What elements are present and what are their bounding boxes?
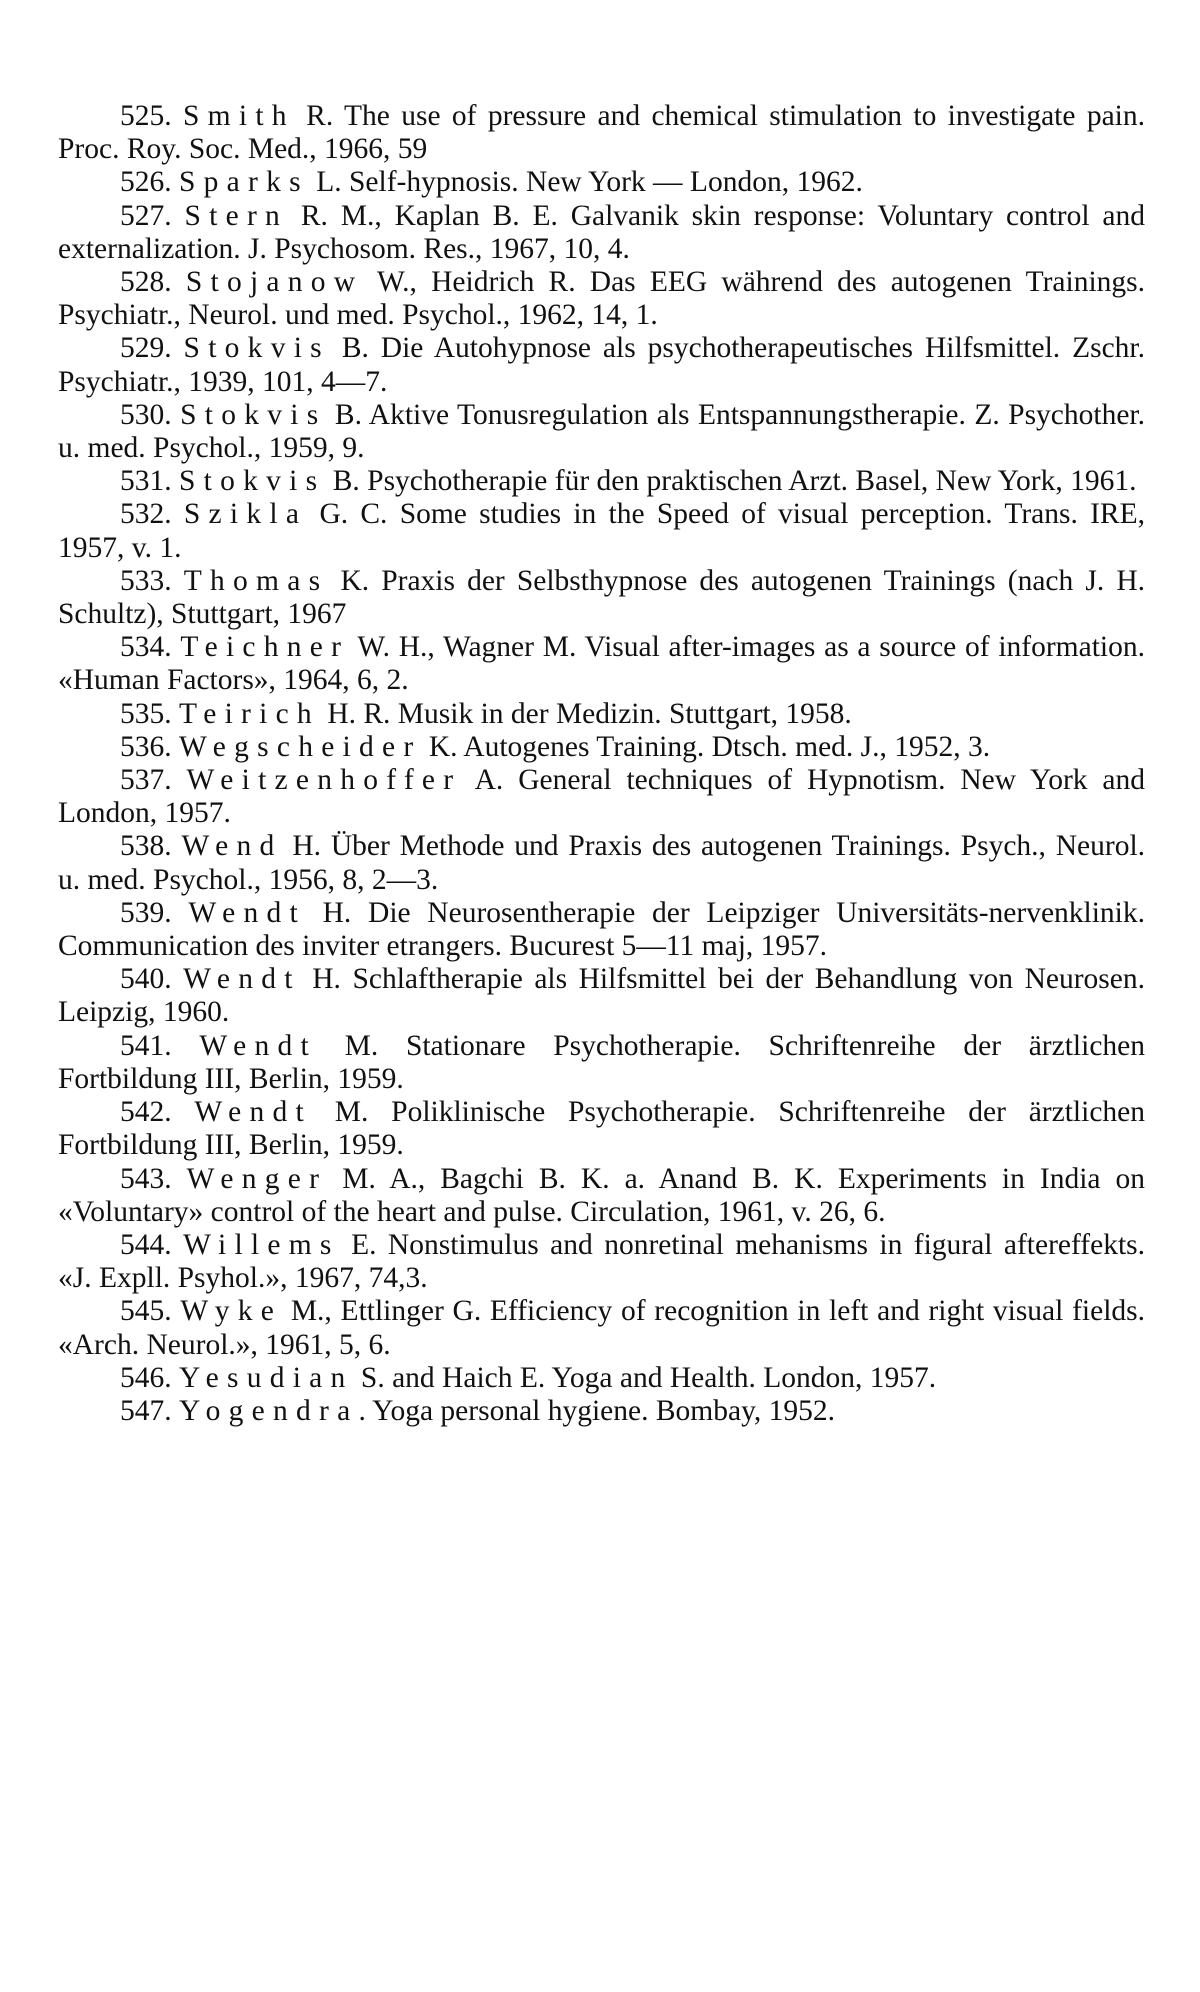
reference-author: Stokvis [183,332,330,365]
reference-text: H. Schlaftherapie als Hilfsmittel bei der Behandlung von Neurosen. Leipzig, 1960. [58,963,1145,1029]
reference-text: R. The use of pressure and chemical stimulation to investigate pain. Proc. Roy. Soc. Med., 1966, 59 [58,100,1145,166]
reference-number: 543. [120,1162,172,1195]
reference-number: 534. [120,631,172,664]
reference-author: Yogendra [179,1394,359,1427]
reference-text: . Yoga personal hygiene. Bombay, 1952. [358,1394,836,1427]
reference-entry [58,631,1145,697]
reference-entry [58,1395,1145,1428]
reference-text: A. General techniques of Hypnotism. New York and London, 1957. [58,764,1146,830]
reference-text: B. Die Autohypnose als psychotherapeutisches Hilfsmittel. Zschr. Psychiatr., 1939, 101, 4—7. [58,332,1145,398]
reference-number: 533. [120,564,172,597]
reference-author: Sparks [179,166,309,199]
reference-author: Szikla [183,498,308,531]
reference-author: Stokvis [180,398,327,431]
reference-author: Wend [181,830,283,863]
reference-author: Thomas [183,564,329,597]
reference-author: Wendt [199,1029,317,1062]
reference-author: Yesudian [179,1361,354,1394]
reference-text: H. Über Methode und Praxis des autogenen Trainings. Psych., Neurol. u. med. Psychol., 1956, 8, 2—3. [58,830,1146,896]
reference-text: M., Ettlinger G. Efficiency of recognition in left and right visual fields. «Arch. Neurol.», 1961, 5, 6. [58,1295,1146,1361]
reference-author: Wendt [183,963,301,996]
reference-entry [58,465,1145,498]
reference-number: 531. [120,465,172,498]
reference-author: Wegscheider [179,730,422,763]
reference-entry [58,166,1145,199]
reference-author: Smith [182,100,295,132]
reference-entry [58,100,1145,166]
reference-entry [58,1362,1145,1395]
reference-author: Wyke [180,1295,283,1328]
reference-number: 546. [120,1361,172,1394]
reference-entry [58,1163,1145,1229]
reference-text: H. R. Musik in der Medizin. Stuttgart, 1958. [319,697,852,730]
reference-number: 540. [120,963,172,996]
reference-author: Teichner [180,631,350,664]
reference-author: Wenger [186,1162,328,1195]
bibliography-page [58,100,1145,1428]
reference-number: 542. [120,1096,172,1129]
reference-number: 547. [120,1394,172,1427]
reference-entry [58,1295,1145,1361]
reference-text: M. A., Bagchi B. K. a. Anand B. K. Experiments in India on «Voluntary» control of the heart and pulse. Circulation, 1961, v. 26, 6. [58,1162,1146,1228]
reference-entry [58,764,1145,830]
reference-text: E. Nonstimulus and nonretinal mehanisms in figural aftereffekts. «J. Expll. Psyhol.», 1967, 74,3. [58,1228,1145,1295]
reference-number: 525. [120,100,172,132]
reference-author: Stojanow [185,266,364,299]
reference-number: 537. [120,764,172,797]
reference-number: 538. [120,830,172,863]
reference-text: K. Praxis der Selbsthypnose des autogenen Trainings (nach J. H. Schultz), Stuttgart, 1967 [58,564,1145,631]
reference-entry [58,200,1145,266]
reference-number: 529. [120,332,172,365]
reference-entry [58,1229,1145,1295]
reference-number: 544. [120,1228,172,1261]
reference-entry [58,266,1145,332]
reference-entry [58,399,1145,465]
reference-author: Stokvis [179,465,326,498]
reference-author: Willems [183,1228,340,1261]
reference-number: 539. [120,896,172,929]
reference-number: 526. [120,166,172,199]
reference-number: 532. [120,498,172,531]
reference-entry [58,731,1145,764]
reference-text: K. Autogenes Training. Dtsch. med. J., 1952, 3. [421,730,991,763]
reference-number: 545. [120,1295,172,1328]
reference-entry [58,565,1145,631]
reference-text: H. Die Neurosentherapie der Leipziger Universitäts-nervenklinik. Communication des inviter etrangers. Bucurest 5—11 maj, 1957. [58,896,1146,963]
reference-author: Teirich [179,697,320,730]
reference-number: 541. [120,1029,172,1062]
reference-number: 527. [120,199,172,232]
reference-text: R. M., Kaplan B. E. Galvanik skin response: Voluntary control and externalization. J. Psychosom. Res., 1967, 10, 4. [58,199,1146,265]
reference-number: 530. [120,398,172,431]
reference-author: Weitzenhoffer [186,764,462,797]
reference-author: Wendt [188,896,306,929]
reference-text: W., Heidrich R. Das EEG während des autogenen Trainings. Psychiatr., Neurol. und med. Psychol., 1962, 14, 1. [58,266,1145,332]
reference-author: Wendt [194,1096,312,1129]
reference-entry [58,897,1145,963]
reference-number: 535. [120,697,172,730]
reference-text: M. Poliklinische Psychotherapie. Schriftenreihe der ärztlichen Fortbildung III, Berlin, 1959. [58,1096,1146,1162]
reference-text: S. and Haich E. Yoga and Health. London, 1957. [353,1361,937,1394]
reference-text: B. Aktive Tonusregulation als Entspannungstherapie. Z. Psychother. u. med. Psychol., 1959, 9. [58,398,1146,465]
reference-entry [58,963,1145,1029]
reference-text: L. Self-hypnosis. New York — London, 1962. [308,166,863,199]
reference-entry [58,698,1145,731]
reference-entry [58,1096,1145,1162]
reference-text: W. H., Wagner M. Visual after-images as a source of information. «Human Factors», 1964, 6, 2. [58,631,1145,697]
reference-number: 528. [120,266,172,299]
reference-author: Stern [184,199,289,232]
reference-entry [58,332,1145,398]
reference-text: B. Psychotherapie für den praktischen Arzt. Basel, New York, 1961. [325,465,1137,498]
reference-text: G. C. Some studies in the Speed of visual perception. Trans. IRE, 1957, v. 1. [58,498,1146,564]
reference-number: 536. [120,730,172,763]
reference-entry [58,1030,1145,1096]
reference-text: M. Stationare Psychotherapie. Schriftenreihe der ärztlichen Fortbildung III, Berlin, 1959. [58,1029,1146,1095]
reference-entry [58,498,1145,564]
reference-entry [58,830,1145,896]
